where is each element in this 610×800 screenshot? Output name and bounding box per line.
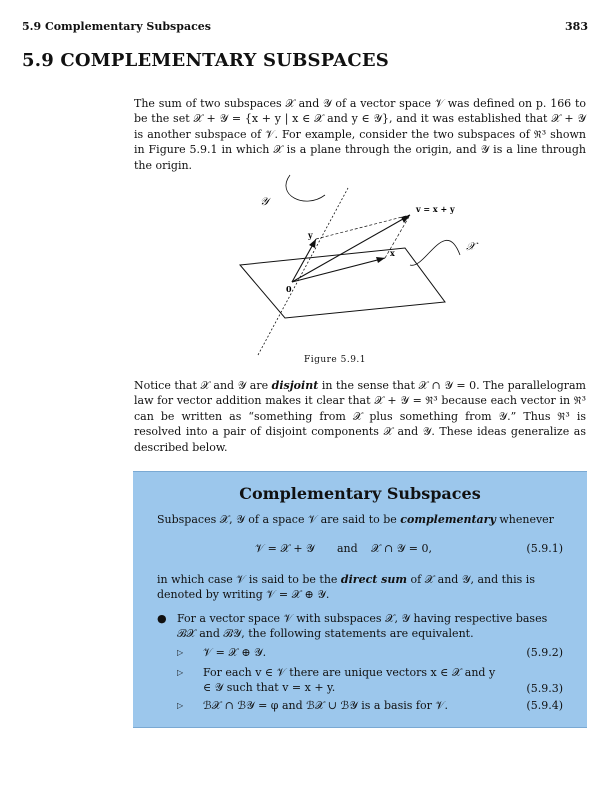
eq-right: 𝒳 ∩ 𝒴 = 0, (371, 542, 432, 555)
eq-left: 𝒱 = 𝒳 + 𝒴 (255, 542, 315, 555)
page-number: 383 (565, 20, 588, 33)
def-emph: complementary (400, 513, 496, 526)
bullet-text: For a vector space 𝒱 with subspaces 𝒳, 𝒴 having respective bases ℬ𝒳 and ℬ𝒴, the following statements are equivalent. (177, 612, 548, 641)
section-title: 5.9 COMPLEMENTARY SUBSPACES (22, 50, 389, 71)
definition-line (157, 512, 563, 527)
bullet-dot-icon: ● (157, 612, 167, 625)
intro-paragraph: The sum of two subspaces 𝒳 and 𝒴 of a vector space 𝒱 was defined on p. 166 to be the set 𝒳 + 𝒴 = {x + y | x ∈ 𝒳 and y ∈ 𝒴}, and it was established that 𝒳 + 𝒴 is another subspace of 𝒱. For example, consider the two subspaces of ℜ³ shown in Figure 5.9.1 in which 𝒳 is a plane through the origin, and 𝒴 is a line through the origin. (134, 97, 586, 172)
item-number: (5.9.4) (526, 699, 563, 712)
label-x-vec: x (390, 248, 395, 258)
item-number: (5.9.2) (526, 646, 563, 659)
p2-pre: Notice that 𝒳 and 𝒴 are (134, 379, 272, 392)
running-head (22, 20, 588, 33)
ds-post: of 𝒳 and 𝒴, and this is denoted by writing 𝒱 = 𝒳 ⊕ 𝒴. (157, 573, 535, 602)
def-pre: Subspaces 𝒳, 𝒴 of a space 𝒱 are said to be (157, 513, 401, 526)
item-text: ℬ𝒳 ∩ ℬ𝒴 = φ and ℬ𝒳 ∪ ℬ𝒴 is a basis for 𝒱. (203, 699, 448, 712)
plane-x (240, 248, 445, 318)
second-paragraph (134, 378, 586, 455)
eq-and: and (337, 542, 358, 555)
running-title: 5.9 Complementary Subspaces (22, 20, 211, 33)
figure-caption: Figure 5.9.1 (303, 355, 367, 365)
box-title: Complementary Subspaces (239, 484, 481, 503)
item-text: 𝒱 = 𝒳 ⊕ 𝒴. (203, 646, 267, 659)
direct-sum-line (157, 572, 563, 602)
def-post: whenever (495, 513, 554, 526)
triangle-right-icon: ▷ (177, 701, 184, 710)
item-number: (5.9.3) (526, 682, 563, 695)
figure-subspaces (230, 170, 490, 360)
x-label-arrow (410, 240, 460, 265)
ds-emph: direct sum (340, 573, 408, 586)
label-v: v = x + y (416, 204, 455, 214)
label-y-vec: y (308, 230, 313, 240)
theorem-box (133, 471, 587, 728)
ds-pre: in which case 𝒱 is said to be the (157, 573, 341, 586)
item-text: For each v ∈ 𝒱 there are unique vectors x ∈ 𝒳 and y ∈ 𝒴 such that v = x + y. (203, 666, 496, 695)
label-y-space: 𝒴 (260, 195, 269, 208)
y-label-arrow (286, 175, 325, 201)
label-origin: 0 (286, 284, 292, 294)
label-x-space: 𝒳 (466, 240, 476, 253)
eq-number: (5.9.1) (526, 542, 563, 555)
triangle-right-icon: ▷ (177, 668, 184, 677)
p2-emph: disjoint (271, 379, 319, 392)
p2-post: in the sense that 𝒳 ∩ 𝒴 = 0. The parallelogram law for vector addition makes it clear that 𝒳 + 𝒴 = ℜ³ because each vector in ℜ³ can be written as “something from 𝒳 plus something from 𝒴.” Thus ℜ³ is resolved into a pair of disjoint components 𝒳 and 𝒴. These ideas generalize as described below. (134, 379, 586, 454)
triangle-right-icon: ▷ (177, 648, 184, 657)
